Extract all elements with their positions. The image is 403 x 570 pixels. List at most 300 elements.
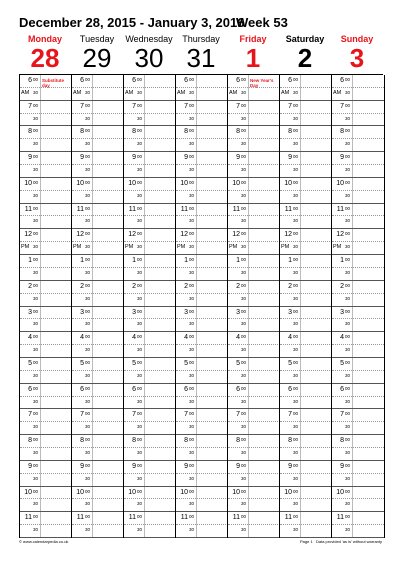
hour-label: 5 [288,359,292,367]
minute-label: 30 [241,295,247,301]
hour-label: 9 [184,154,188,162]
minute-label: 30 [345,295,351,301]
minute-label: 00 [33,385,39,391]
hour-label: 8 [80,437,84,445]
hour-label: 8 [184,128,188,136]
minute-label: 30 [85,269,91,275]
hour-label: 7 [28,102,32,110]
minute-label: 30 [85,527,91,533]
hour-label: 12 [284,231,292,239]
minute-label: 30 [189,398,195,404]
minute-label: 00 [293,205,299,211]
minute-label: 30 [137,295,143,301]
minute-label: 00 [293,102,299,108]
minute-label: 00 [33,231,39,237]
minute-label: 00 [241,359,247,365]
footer-page: Page 1 [300,539,313,544]
minute-label: 30 [189,244,195,250]
hour-label: 9 [28,154,32,162]
hour-label: 10 [284,179,292,187]
minute-label: 00 [293,179,299,185]
page-title: December 28, 2015 - January 3, 2016 [19,15,245,30]
minute-label: 30 [345,347,351,353]
minute-label: 30 [345,424,351,430]
minute-label: 30 [241,192,247,198]
hour-label: 7 [340,411,344,419]
minute-label: 00 [33,205,39,211]
hour-label: 6 [236,77,240,84]
day-column [123,75,176,538]
hour-label: 5 [184,359,188,367]
minute-label: 30 [189,501,195,507]
minute-label: 00 [85,128,91,134]
day-name: Thursday [182,34,220,44]
minute-label: 30 [189,295,195,301]
minute-label: 00 [137,334,143,340]
hour-label: 6 [288,77,292,84]
minute-label: 30 [33,244,39,250]
hour-label: 11 [24,514,32,522]
hour-label: 1 [288,257,292,265]
am-label: AM [125,89,134,96]
minute-label: 00 [293,385,299,391]
minute-label: 30 [345,269,351,275]
minute-label: 00 [137,488,143,494]
footer-disclaimer: Data provided 'as is' without warranty [316,539,383,544]
minute-label: 00 [33,514,39,520]
hour-label: 11 [128,514,136,522]
minute-label: 30 [241,141,247,147]
hour-label: 9 [288,154,292,162]
minute-label: 30 [189,475,195,481]
minute-label: 30 [33,295,39,301]
hour-label: 2 [340,282,344,290]
minute-label: 00 [137,359,143,365]
minute-label: 30 [85,167,91,173]
day-header [331,34,383,71]
minute-label: 00 [345,385,351,391]
am-label: AM [281,89,290,96]
pm-label: PM [177,244,186,251]
hour-label: 10 [284,488,292,496]
minute-label: 00 [33,102,39,108]
minute-label: 00 [85,308,91,314]
day-column [19,75,72,538]
hour-label: 6 [184,385,188,393]
minute-label: 00 [241,128,247,134]
day-number: 29 [82,43,112,73]
minute-label: 30 [85,321,91,327]
minute-label: 30 [85,347,91,353]
minute-label: 30 [137,501,143,507]
minute-label: 00 [345,231,351,237]
minute-label: 30 [241,424,247,430]
minute-label: 30 [241,501,247,507]
minute-label: 00 [137,154,143,160]
hour-label: 2 [184,282,188,290]
minute-label: 30 [241,269,247,275]
hour-label: 1 [184,257,188,265]
am-label: AM [333,89,342,96]
minute-label: 00 [85,102,91,108]
hour-label: 9 [184,462,188,470]
hour-label: 10 [76,179,84,187]
minute-label: 30 [293,115,299,121]
minute-label: 00 [189,205,195,211]
minute-label: 00 [241,514,247,520]
hour-label: 1 [340,257,344,265]
minute-label: 00 [85,359,91,365]
minute-label: 30 [241,167,247,173]
pm-label: PM [333,244,342,251]
minute-label: 00 [345,257,351,263]
day-column [71,75,124,538]
minute-label: 30 [241,449,247,455]
minute-label: 30 [293,269,299,275]
minute-label: 30 [137,527,143,533]
minute-label: 30 [85,372,91,378]
hour-label: 7 [236,102,240,110]
minute-label: 30 [189,141,195,147]
minute-label: 00 [189,154,195,160]
minute-label: 30 [293,295,299,301]
hour-label: 7 [132,102,136,110]
minute-label: 30 [137,218,143,224]
minute-label: 00 [189,282,195,288]
hour-label: 5 [340,359,344,367]
hour-label: 10 [128,488,136,496]
minute-label: 00 [33,179,39,185]
day-name: Tuesday [79,34,115,44]
minute-label: 00 [345,154,351,160]
minute-label: 00 [137,411,143,417]
hour-label: 7 [132,411,136,419]
hour-label: 1 [80,257,84,265]
minute-label: 30 [345,141,351,147]
day-column [279,75,332,538]
hour-label: 9 [340,462,344,470]
minute-label: 30 [345,475,351,481]
hour-label: 3 [340,308,344,316]
minute-label: 30 [189,424,195,430]
schedule-grid [19,74,383,538]
hour-label: 11 [336,514,344,522]
hour-label: 6 [28,385,32,393]
minute-label: 30 [293,475,299,481]
hour-label: 7 [288,411,292,419]
hour-label: 10 [180,488,188,496]
minute-label: 30 [189,192,195,198]
hour-label: 4 [184,334,188,342]
day-number: 31 [186,43,216,73]
minute-label: 30 [85,449,91,455]
minute-label: 30 [293,527,299,533]
minute-label: 30 [241,398,247,404]
minute-label: 30 [293,372,299,378]
hour-label: 6 [340,385,344,393]
minute-label: 00 [137,77,143,82]
hour-label: 2 [288,282,292,290]
minute-label: 00 [345,359,351,365]
minute-label: 00 [345,77,351,82]
minute-label: 00 [189,308,195,314]
week-number: Week 53 [236,15,288,30]
hour-label: 4 [28,334,32,342]
minute-label: 30 [345,115,351,121]
minute-label: 30 [345,218,351,224]
pm-label: PM [125,244,134,251]
hour-label: 8 [236,437,240,445]
minute-label: 30 [293,449,299,455]
minute-label: 30 [241,321,247,327]
day-header [175,34,227,71]
hour-label: 9 [80,154,84,162]
minute-label: 30 [189,372,195,378]
hour-label: 5 [80,359,84,367]
minute-label: 00 [189,514,195,520]
minute-label: 00 [137,282,143,288]
day-number: 30 [134,43,164,73]
hour-label: 1 [132,257,136,265]
pm-label: PM [281,244,290,251]
minute-label: 30 [293,89,299,95]
minute-label: 30 [345,167,351,173]
minute-label: 00 [85,385,91,391]
hour-label: 3 [236,308,240,316]
minute-label: 00 [85,154,91,160]
minute-label: 00 [85,77,91,82]
minute-label: 00 [241,231,247,237]
minute-label: 00 [137,385,143,391]
hour-label: 8 [288,128,292,136]
minute-label: 00 [293,514,299,520]
minute-label: 30 [137,192,143,198]
minute-label: 30 [33,321,39,327]
day-header [123,34,175,71]
hour-label: 6 [80,385,84,393]
minute-label: 00 [241,205,247,211]
hour-label: 4 [80,334,84,342]
minute-label: 30 [137,141,143,147]
day-header [227,34,279,71]
minute-label: 00 [189,77,195,82]
minute-label: 30 [137,89,143,95]
minute-label: 30 [33,424,39,430]
minute-label: 00 [85,179,91,185]
minute-label: 30 [345,501,351,507]
hour-label: 10 [24,179,32,187]
hour-label: 4 [288,334,292,342]
minute-label: 30 [33,527,39,533]
hour-label: 11 [76,205,84,213]
am-label: AM [73,89,82,96]
minute-label: 00 [189,257,195,263]
hour-label: 12 [232,231,240,239]
hour-label: 6 [184,77,188,84]
hour-label: 3 [80,308,84,316]
minute-label: 00 [33,282,39,288]
hour-label: 9 [80,462,84,470]
hour-label: 8 [236,128,240,136]
minute-label: 00 [137,205,143,211]
minute-label: 30 [293,347,299,353]
hour-label: 8 [132,437,136,445]
day-name: Friday [239,34,267,44]
minute-label: 00 [293,334,299,340]
minute-label: 00 [345,514,351,520]
minute-label: 00 [293,437,299,443]
hour-label: 4 [340,334,344,342]
minute-label: 00 [293,128,299,134]
minute-label: 00 [345,179,351,185]
day-header [279,34,331,71]
hour-label: 1 [28,257,32,265]
minute-label: 00 [85,411,91,417]
day-name: Sunday [340,34,374,44]
minute-label: 30 [345,449,351,455]
minute-label: 00 [85,282,91,288]
minute-label: 30 [33,398,39,404]
minute-label: 00 [345,488,351,494]
minute-label: 00 [189,179,195,185]
minute-label: 00 [137,514,143,520]
footer-copyright: © www.calendarpedia.co.uk [19,539,69,544]
hour-label: 10 [336,179,344,187]
hour-label: 8 [340,128,344,136]
minute-label: 30 [85,398,91,404]
hour-label: 10 [180,179,188,187]
minute-label: 30 [85,89,91,95]
hour-label: 6 [132,77,136,84]
minute-label: 00 [293,359,299,365]
minute-label: 00 [189,462,195,468]
minute-label: 30 [137,321,143,327]
minute-label: 30 [137,167,143,173]
minute-label: 00 [137,128,143,134]
minute-label: 30 [85,218,91,224]
minute-label: 00 [293,488,299,494]
hour-label: 11 [284,205,292,213]
minute-label: 00 [241,488,247,494]
minute-label: 30 [241,372,247,378]
hour-label: 11 [232,514,240,522]
minute-label: 00 [85,514,91,520]
minute-label: 00 [85,437,91,443]
minute-label: 30 [189,89,195,95]
minute-label: 30 [241,115,247,121]
minute-label: 30 [137,347,143,353]
hour-label: 10 [232,179,240,187]
minute-label: 30 [189,321,195,327]
minute-label: 00 [241,385,247,391]
minute-label: 00 [33,77,39,82]
minute-label: 30 [345,372,351,378]
day-name: Wednesday [125,34,173,44]
minute-label: 00 [33,437,39,443]
hour-label: 9 [236,154,240,162]
minute-label: 00 [241,308,247,314]
hour-label: 11 [180,205,188,213]
hour-label: 8 [340,437,344,445]
minute-label: 30 [85,192,91,198]
minute-label: 00 [85,257,91,263]
minute-label: 30 [189,347,195,353]
minute-label: 00 [33,154,39,160]
minute-label: 00 [241,154,247,160]
minute-label: 30 [137,269,143,275]
minute-label: 00 [85,205,91,211]
hour-label: 2 [80,282,84,290]
minute-label: 30 [345,244,351,250]
minute-label: 00 [137,102,143,108]
hour-label: 9 [236,462,240,470]
minute-label: 30 [137,475,143,481]
minute-label: 30 [293,167,299,173]
minute-label: 00 [293,411,299,417]
minute-label: 30 [293,192,299,198]
minute-label: 30 [189,269,195,275]
minute-label: 00 [33,359,39,365]
hour-label: 10 [128,179,136,187]
day-name: Saturday [285,34,325,44]
day-number: 1 [245,43,261,73]
minute-label: 30 [33,192,39,198]
hour-label: 5 [236,359,240,367]
minute-label: 00 [345,128,351,134]
minute-label: 30 [189,167,195,173]
minute-label: 00 [33,488,39,494]
minute-label: 00 [137,437,143,443]
hour-label: 9 [288,462,292,470]
day-column [331,75,385,538]
minute-label: 00 [293,462,299,468]
minute-label: 30 [189,218,195,224]
minute-label: 00 [345,282,351,288]
minute-label: 30 [293,424,299,430]
minute-label: 00 [293,231,299,237]
minute-label: 30 [189,115,195,121]
hour-label: 8 [184,437,188,445]
hour-label: 6 [80,77,84,84]
hour-label: 12 [128,231,136,239]
hour-label: 8 [28,437,32,445]
hour-label: 6 [288,385,292,393]
minute-label: 30 [241,347,247,353]
hour-label: 2 [132,282,136,290]
hour-label: 3 [132,308,136,316]
hour-label: 5 [28,359,32,367]
minute-label: 30 [85,141,91,147]
am-label: AM [21,89,30,96]
hour-label: 11 [336,205,344,213]
minute-label: 00 [345,437,351,443]
hour-label: 7 [340,102,344,110]
minute-label: 30 [345,398,351,404]
hour-label: 10 [232,488,240,496]
minute-label: 00 [85,231,91,237]
minute-label: 00 [241,179,247,185]
hour-label: 6 [132,385,136,393]
minute-label: 30 [293,218,299,224]
hour-label: 7 [80,411,84,419]
minute-label: 00 [241,102,247,108]
hour-label: 7 [28,411,32,419]
minute-label: 30 [137,115,143,121]
minute-label: 30 [241,475,247,481]
pm-label: PM [229,244,238,251]
minute-label: 00 [189,128,195,134]
minute-label: 30 [345,321,351,327]
